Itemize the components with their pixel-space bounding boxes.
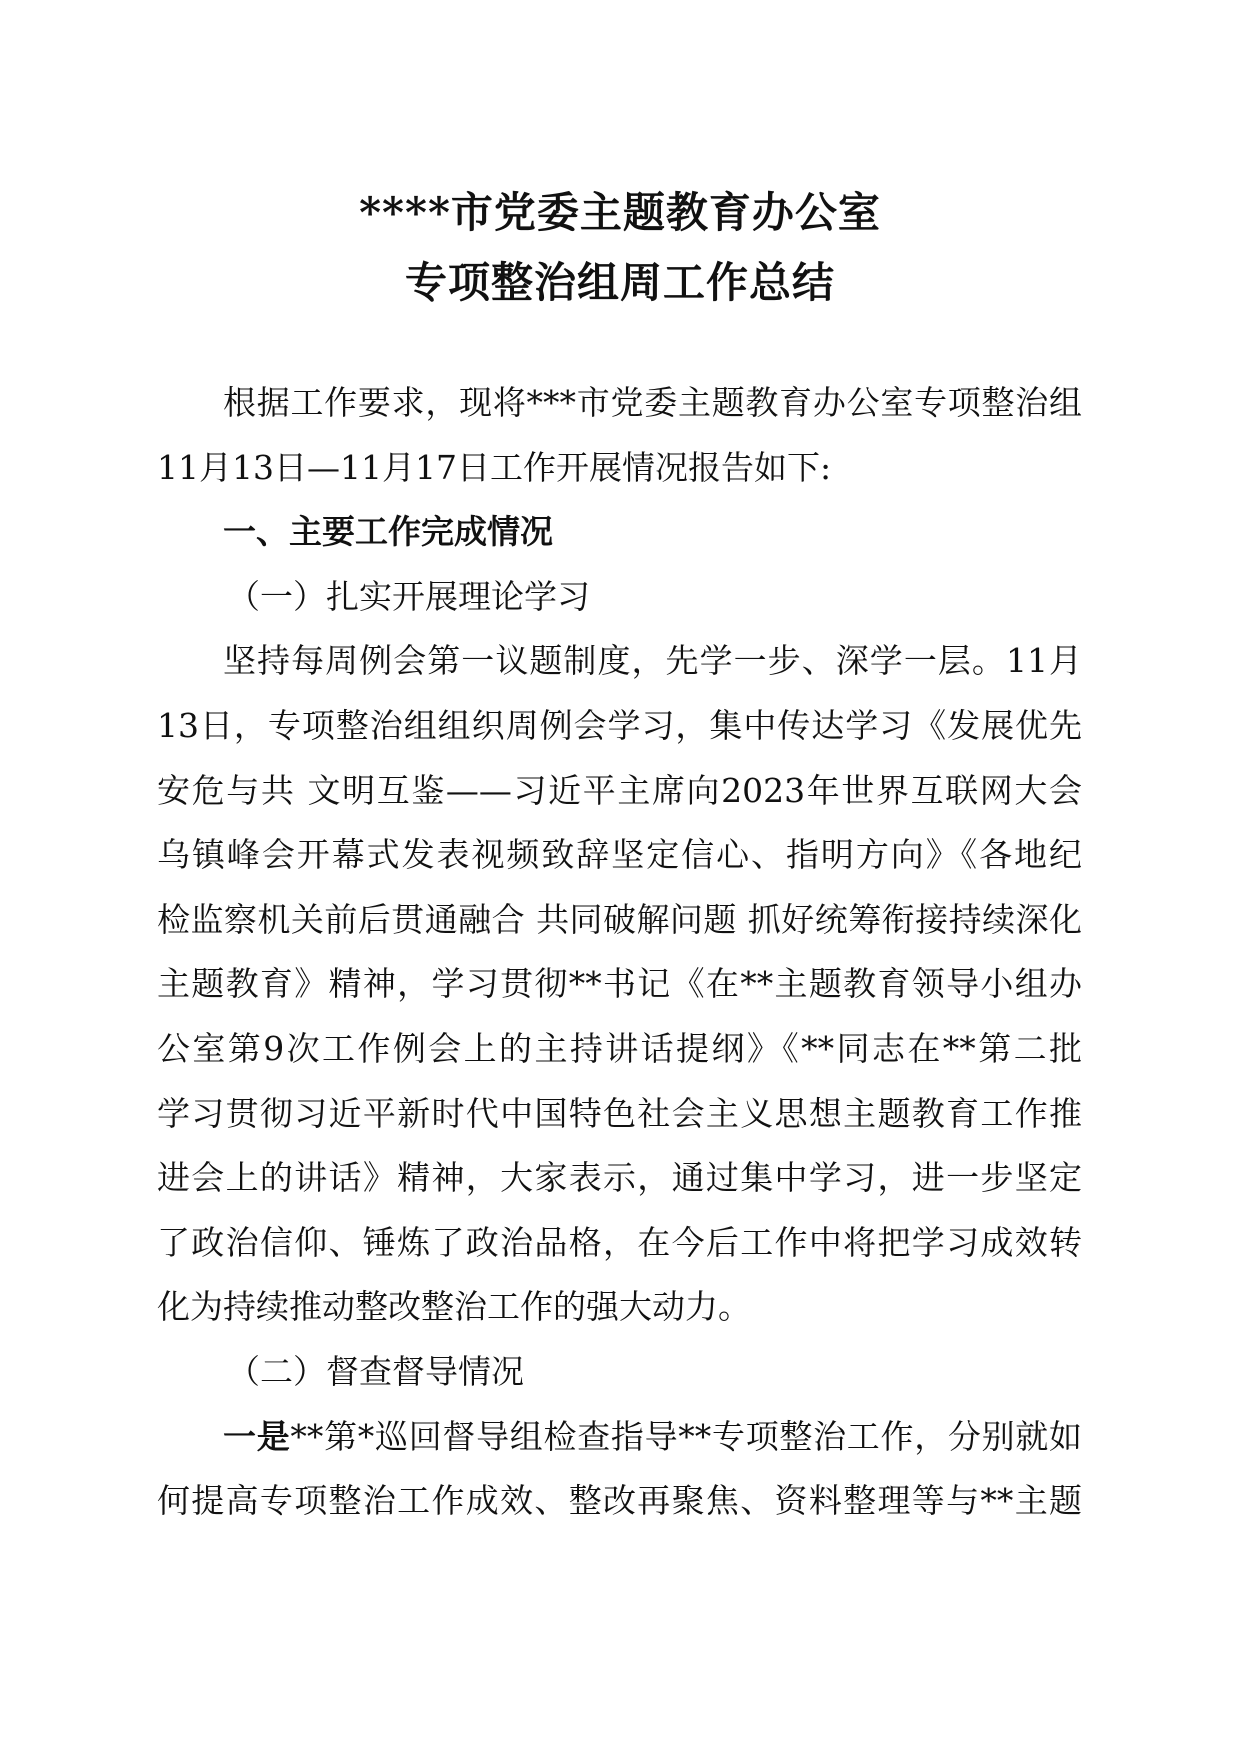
paragraph-line: 乌镇峰会开幕式发表视频致辞坚定信心、指明方向》《各地纪 <box>157 835 1082 875</box>
paragraph-line: 公室第9次工作例会上的主持讲话提纲》《**同志在**第二批 <box>157 1028 1082 1068</box>
intro-line-2: 11月13日—11月17日工作开展情况报告如下: <box>157 447 832 487</box>
paragraph-line: 检监察机关前后贯通融合 共同破解问题 抓好统筹衔接持续深化 <box>157 899 1082 939</box>
paragraph-line: 何提高专项整治工作成效、整改再聚焦、资料整理等与**主题 <box>157 1481 1082 1521</box>
paragraph-line: 坚持每周例会第一议题制度，先学一步、深学一层。11月 <box>223 641 1082 681</box>
paragraph-line: 了政治信仰、锤炼了政治品格，在今后工作中将把学习成效转 <box>157 1222 1082 1262</box>
paragraph-line: 进会上的讲话》精神，大家表示，通过集中学习，进一步坚定 <box>157 1158 1082 1198</box>
paragraph-line: 安危与共 文明互鉴——习近平主席向2023年世界互联网大会 <box>157 770 1082 810</box>
subsection-heading-2: （二）督查督导情况 <box>227 1351 524 1391</box>
bold-lead-text: 一是 <box>223 1416 291 1456</box>
paragraph-line: 13日，专项整治组组织周例会学习，集中传达学习《发展优先 <box>157 705 1082 745</box>
title-line-2: 专项整治组周工作总结 <box>404 258 835 307</box>
document-title <box>0 178 1240 318</box>
section-heading-1: 一、主要工作完成情况 <box>223 512 553 552</box>
subsection-heading-1: （一）扎实开展理论学习 <box>227 576 590 616</box>
paragraph-line: 化为持续推动整改整治工作的强大动力。 <box>157 1287 751 1327</box>
intro-line-1: 根据工作要求，现将***市党委主题教育办公室专项整治组 <box>223 383 1082 422</box>
paragraph-line: 学习贯彻习近平新时代中国特色社会主义思想主题教育工作推 <box>157 1093 1082 1133</box>
title-line-1: ****市党委主题教育办公室 <box>359 188 881 237</box>
paragraph-line: 主题教育》精神，学习贯彻**书记《在**主题教育领导小组办 <box>157 964 1082 1004</box>
paragraph-line <box>157 1405 1082 1470</box>
paragraph-text: **第*巡回督导组检查指导**专项整治工作，分别就如 <box>290 1416 1082 1456</box>
document-body <box>157 371 1082 1534</box>
